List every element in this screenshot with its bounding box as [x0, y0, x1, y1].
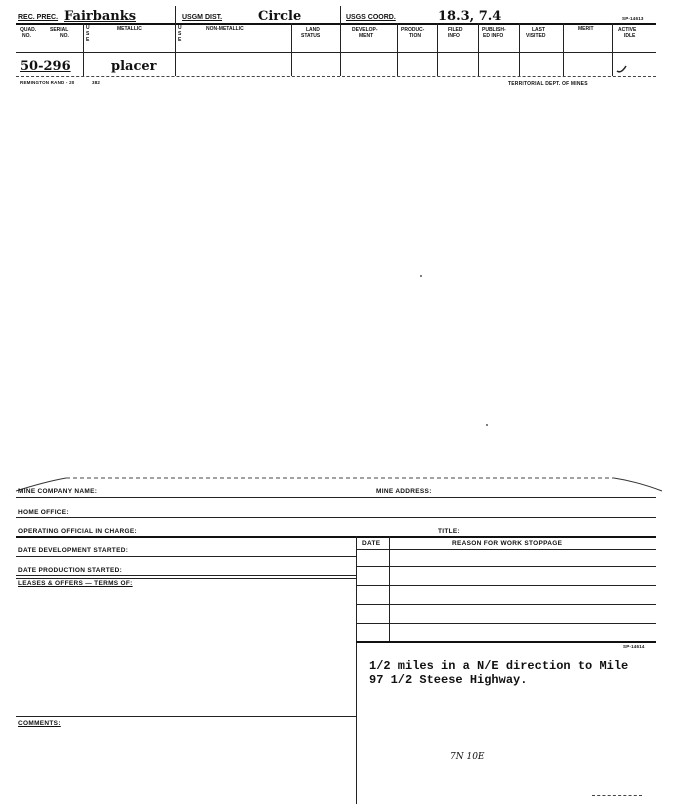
col-last-2: VISITED [526, 33, 546, 39]
stoppage-date-divider [389, 536, 390, 642]
col-divider [519, 23, 520, 76]
col-active: ACTIVE [618, 27, 637, 33]
usgs-coord-label: USGS COORD. [346, 14, 396, 21]
col-divider [175, 6, 176, 76]
col-nonmetallic: NON-METALLIC [206, 26, 244, 32]
rec-prec-label: REC. PREC. [18, 14, 59, 21]
usgm-dist-label: USGM DIST. [182, 14, 223, 21]
territorial-dept-label: TERRITORIAL DEPT. OF MINES [508, 81, 588, 87]
col-use-letter: U [178, 25, 182, 31]
rule [16, 556, 356, 557]
col-serial: SERIAL [50, 27, 69, 33]
printer-mark: REMINGTON RAND - 20 [20, 80, 75, 85]
date-column-header: DATE [362, 540, 381, 547]
col-produc-2: TION [409, 33, 421, 39]
col-use-letter: U [86, 25, 90, 31]
col-quad: QUAD. [20, 27, 37, 33]
col-filed: FILED [448, 27, 463, 33]
col-divider [291, 23, 292, 76]
col-produc: PRODUC- [401, 27, 425, 33]
mine-company-name-label: MINE COMPANY NAME: [18, 488, 98, 495]
col-use-letter: S [178, 31, 182, 37]
col-divider [397, 23, 398, 76]
col-divider [340, 6, 341, 76]
rule [16, 716, 356, 717]
home-office-label: HOME OFFICE: [18, 509, 69, 516]
rule [16, 536, 656, 538]
col-last: LAST [532, 27, 546, 33]
col-divider [563, 23, 564, 76]
typed-note-line-1: 1/2 miles in a N/E direction to Mile [369, 659, 629, 673]
col-land-status: STATUS [301, 33, 321, 39]
speck [486, 424, 488, 426]
top-card-bottom-rule [16, 76, 656, 77]
rec-prec-value: Fairbanks [64, 9, 137, 24]
col-divider [612, 23, 613, 76]
usgs-coord-value: 18.3, 7.4 [438, 9, 502, 24]
col-divider [437, 23, 438, 76]
top-form-number: SP-14613 [622, 16, 644, 21]
col-merit: MERIT [578, 26, 594, 32]
card-top-edge [14, 474, 664, 494]
col-develop: DEVELOP- [352, 27, 378, 33]
rule [16, 497, 656, 498]
metallic-value: placer [111, 59, 157, 74]
rule [16, 575, 356, 576]
corner-mark [592, 795, 642, 796]
col-publish: PUBLISH- [482, 27, 506, 33]
rule [16, 517, 656, 518]
rule [16, 578, 356, 579]
stoppage-row-line [356, 549, 656, 550]
date-development-label: DATE DEVELOPMENT STARTED: [18, 547, 129, 554]
typed-note-line-2: 97 1/2 Steese Highway. [369, 673, 528, 687]
stoppage-row-line [356, 623, 656, 624]
col-use-letter: E [86, 37, 90, 43]
operating-official-label: OPERATING OFFICIAL IN CHARGE: [18, 528, 137, 535]
handwritten-note: 7N 10E [450, 752, 485, 762]
date-production-label: DATE PRODUCTION STARTED: [18, 567, 123, 574]
stoppage-row-line [356, 641, 656, 643]
printer-code: 382 [92, 80, 101, 85]
usgm-dist-value: Circle [258, 9, 302, 24]
col-idle: IDLE [624, 33, 636, 39]
col-metallic: METALLIC [117, 26, 142, 32]
title-label: TITLE: [438, 528, 461, 535]
mine-address-label: MINE ADDRESS: [376, 488, 432, 495]
top-rule-2 [16, 52, 656, 53]
stoppage-row-line [356, 604, 656, 605]
col-develop-2: MENT [359, 33, 374, 39]
col-divider [478, 23, 479, 76]
quad-serial-value: 50-296 [20, 59, 71, 74]
col-use-letter: E [178, 37, 182, 43]
top-rule-1 [16, 23, 656, 25]
stoppage-row-line [356, 566, 656, 567]
col-publish-2: ED INFO [483, 33, 504, 39]
comments-label: COMMENTS: [18, 720, 61, 727]
col-quad-no: NO. [22, 33, 31, 39]
col-use-letter: S [86, 31, 90, 37]
leases-terms-label: LEASES & OFFERS — TERMS OF: [18, 580, 133, 587]
active-checkmark-icon [615, 62, 629, 74]
stoppage-row-line [356, 585, 656, 586]
col-divider [83, 23, 84, 76]
reason-column-header: REASON FOR WORK STOPPAGE [452, 540, 563, 547]
col-serial-no: NO. [60, 33, 69, 39]
center-divider [356, 536, 357, 804]
bottom-form-number: SP-14614 [623, 644, 645, 649]
speck [420, 275, 422, 277]
col-filed-2: INFO [448, 33, 460, 39]
col-land: LAND [306, 27, 320, 33]
